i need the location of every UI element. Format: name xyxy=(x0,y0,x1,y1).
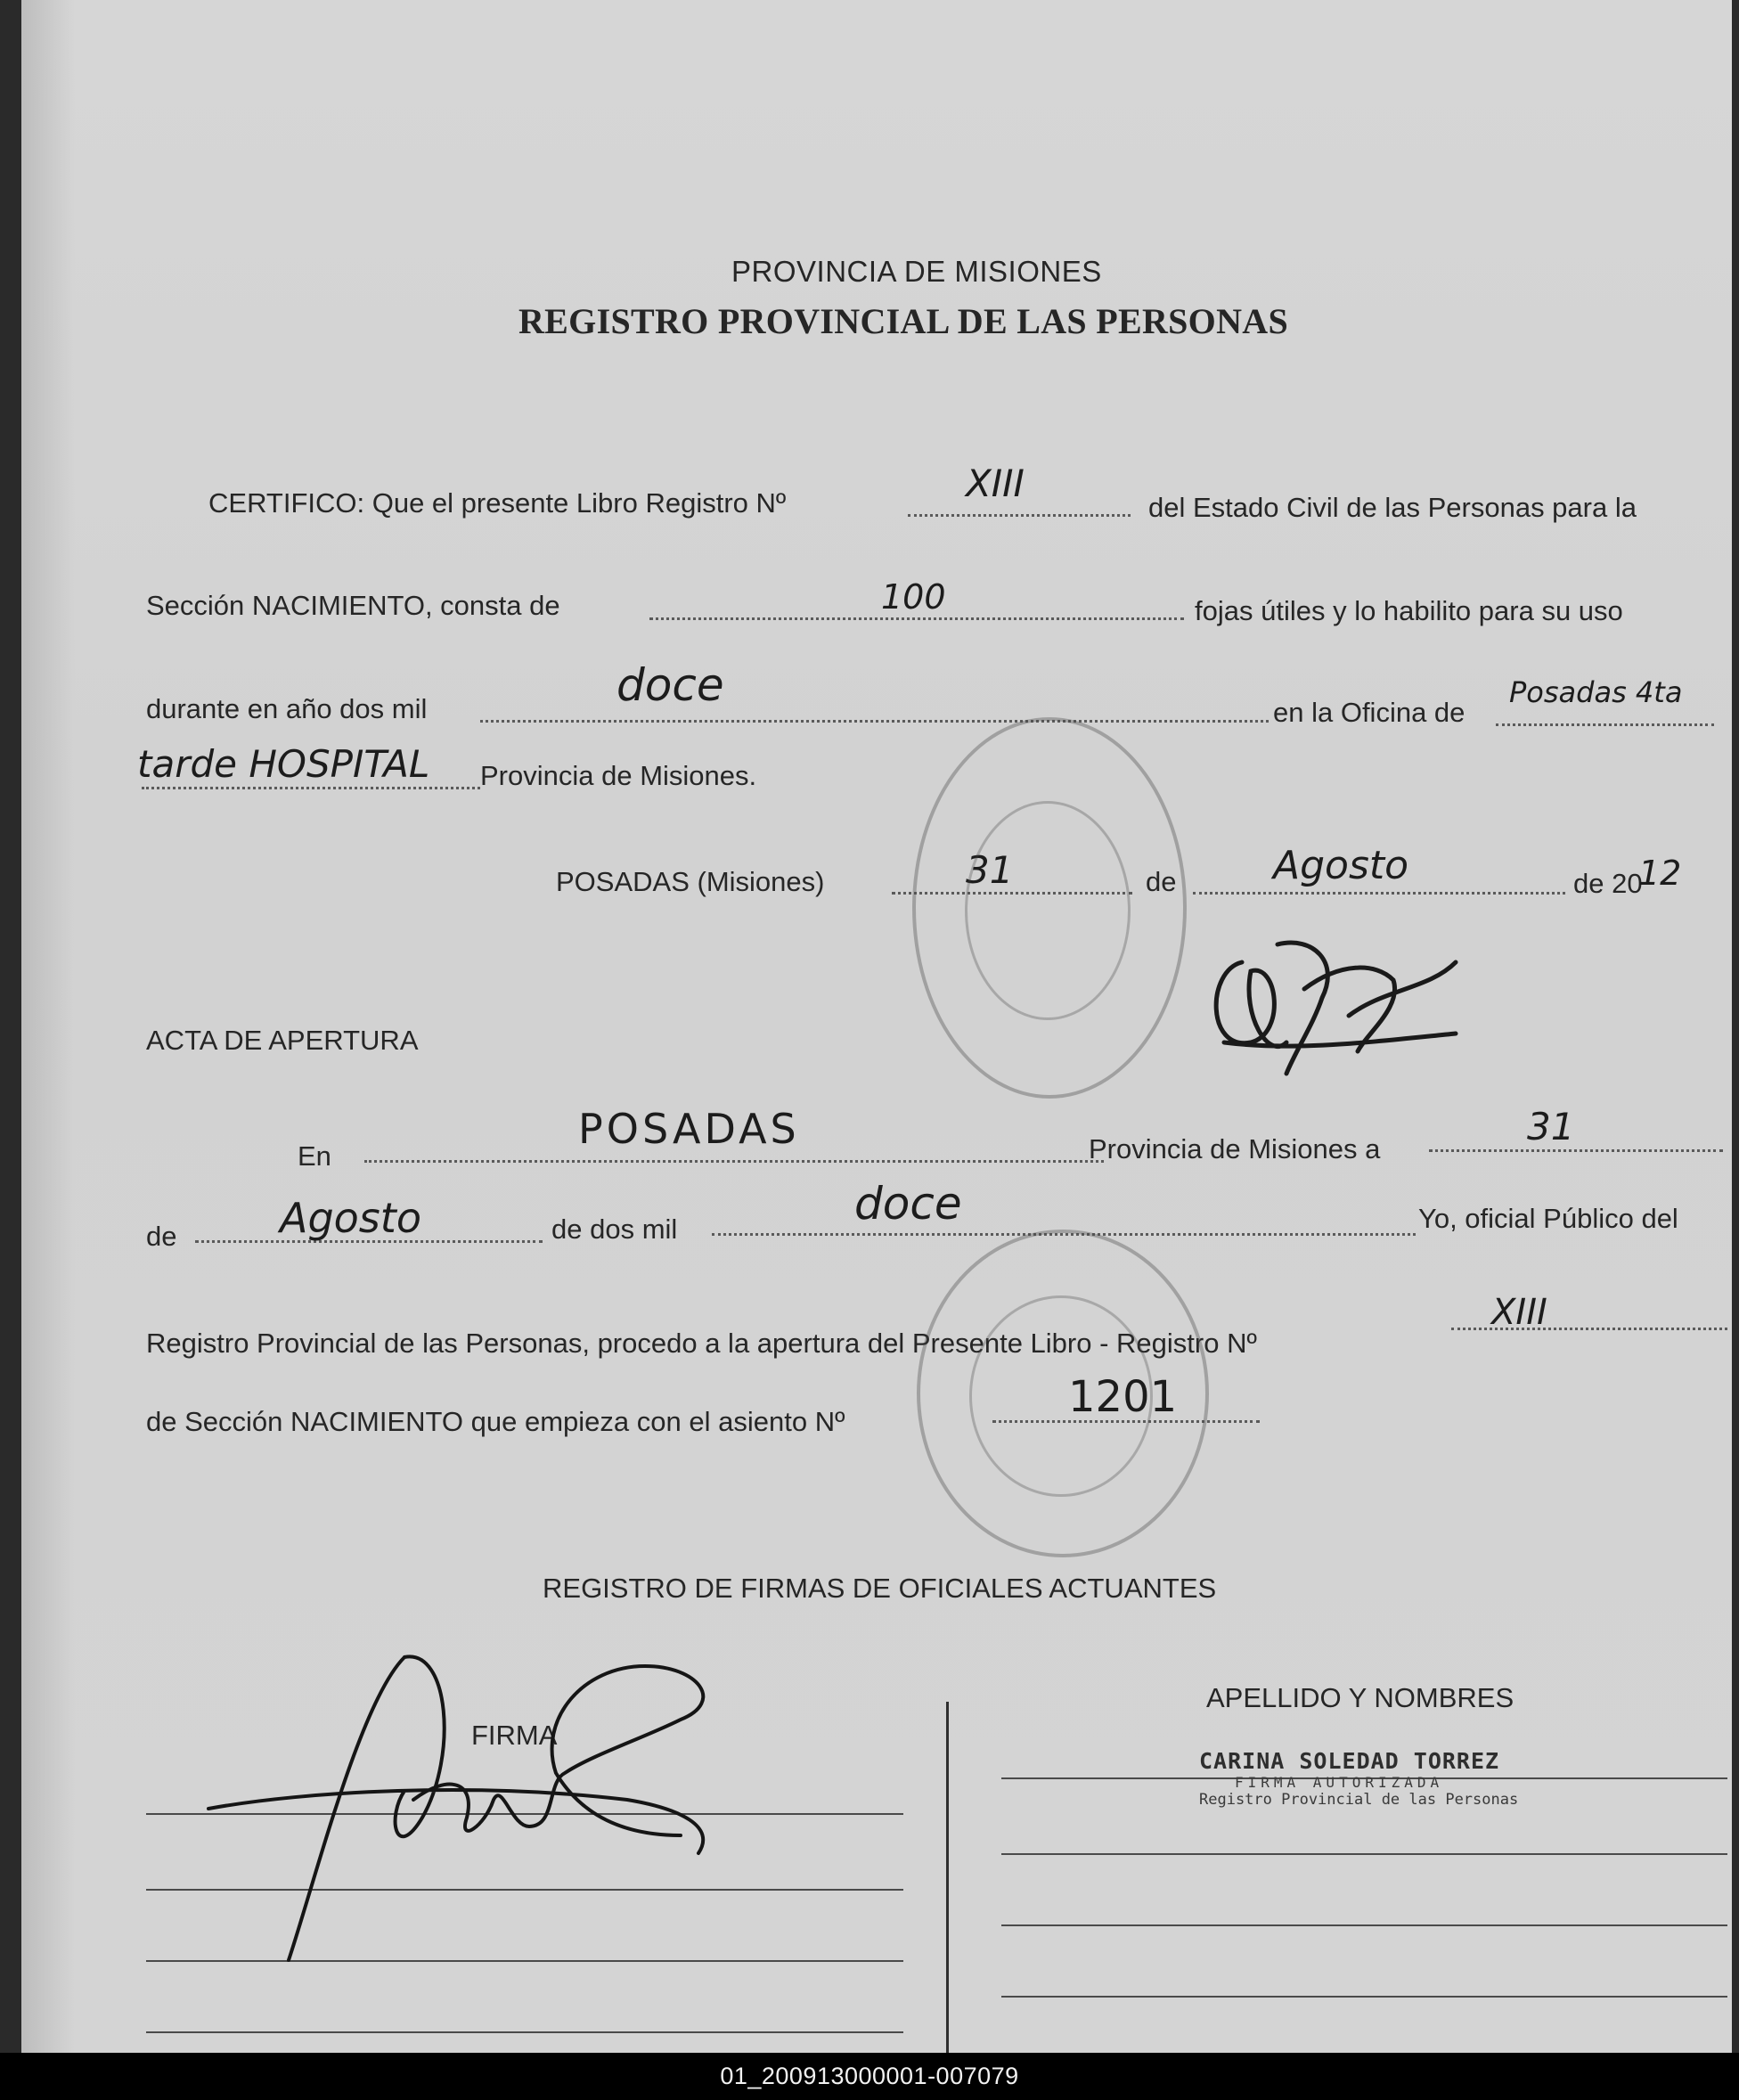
year-dots xyxy=(480,720,1269,723)
year-word-handwritten: doce xyxy=(616,659,724,711)
province-heading: PROVINCIA DE MISIONES xyxy=(731,255,1102,288)
book-number-dots xyxy=(908,514,1131,517)
place-label: POSADAS (Misiones) xyxy=(556,866,825,897)
book-number-handwritten: XIII xyxy=(966,462,1025,505)
acta-title: ACTA DE APERTURA xyxy=(146,1025,419,1056)
names-label: APELLIDO Y NOMBRES xyxy=(1206,1682,1514,1713)
cert-month-dots xyxy=(1193,892,1565,895)
acta-day-handwritten: 31 xyxy=(1527,1105,1575,1148)
cert-day-handwritten: 31 xyxy=(966,848,1014,892)
acta-month-handwritten: Agosto xyxy=(280,1194,421,1242)
cert-line4: Provincia de Misiones. xyxy=(480,760,757,791)
cert-month-handwritten: Agosto xyxy=(1273,843,1409,888)
office-handwritten-line2: tarde HOSPITAL xyxy=(137,742,430,786)
official-seal-upper xyxy=(912,717,1187,1099)
acta-oficial-label: Yo, oficial Público del xyxy=(1418,1203,1678,1234)
registry-heading: REGISTRO PROVINCIAL DE LAS PERSONAS xyxy=(518,301,1289,341)
acta-en-label: En xyxy=(298,1140,331,1172)
official-seal-lower xyxy=(917,1230,1209,1557)
acta-city-dots xyxy=(364,1160,1104,1163)
cert-line2-start: Sección NACIMIENTO, consta de xyxy=(146,590,560,621)
official-role: FIRMA AUTORIZADA xyxy=(1235,1774,1444,1791)
official-name-stamp xyxy=(1199,1748,1518,1809)
document-page xyxy=(21,0,1732,2053)
page-edge-shadow xyxy=(21,0,75,2053)
firma-label: FIRMA xyxy=(471,1720,558,1751)
office-dots xyxy=(1496,723,1714,726)
office-line2-dots xyxy=(142,787,480,789)
acta-entry-handwritten: 1201 xyxy=(1068,1372,1178,1422)
document-id: 01_200913000001-007079 xyxy=(720,2063,1019,2089)
cert-line1-end: del Estado Civil de las Personas para la xyxy=(1148,492,1637,523)
names-line-3 xyxy=(1001,1924,1727,1926)
document-id-bar xyxy=(0,2053,1739,2100)
cert-line3-start: durante en año dos mil xyxy=(146,693,428,724)
official-name: CARINA SOLEDAD TORREZ xyxy=(1199,1748,1500,1774)
certificate-signature xyxy=(1188,909,1491,1087)
acta-year-word-handwritten: doce xyxy=(854,1178,962,1230)
official-signature xyxy=(182,1648,734,1969)
acta-dos-mil-label: de dos mil xyxy=(551,1213,678,1245)
cert-de-label: de xyxy=(1146,866,1177,897)
official-org: Registro Provincial de las Personas xyxy=(1199,1791,1519,1809)
names-line-2 xyxy=(1001,1853,1727,1855)
acta-line4: de Sección NACIMIENTO que empieza con el asiento Nº xyxy=(146,1406,845,1437)
acta-line3: Registro Provincial de las Personas, procedo a la apertura del Presente Libro - Registro Nº xyxy=(146,1328,1257,1359)
acta-de-label: de xyxy=(146,1221,177,1252)
folios-handwritten: 100 xyxy=(881,577,946,617)
acta-city-handwritten: POSADAS xyxy=(578,1105,800,1153)
acta-province-label: Provincia de Misiones a xyxy=(1089,1133,1381,1164)
signatures-divider xyxy=(946,1702,949,2053)
names-line-4 xyxy=(1001,1996,1727,1998)
acta-day-dots xyxy=(1429,1149,1723,1152)
acta-book-number-handwritten: XIII xyxy=(1491,1292,1547,1333)
cert-line3-office-label: en la Oficina de xyxy=(1273,697,1465,728)
cert-year-suffix-handwritten: 12 xyxy=(1638,854,1682,893)
signatures-title: REGISTRO DE FIRMAS DE OFICIALES ACTUANTES xyxy=(543,1573,1217,1604)
cert-line1-start: CERTIFICO: Que el presente Libro Registro Nº xyxy=(208,487,787,519)
folios-dots xyxy=(649,617,1184,620)
office-handwritten-line1: Posadas 4ta xyxy=(1509,675,1683,709)
cert-year-prefix: de 20 xyxy=(1573,868,1643,899)
cert-line2-end: fojas útiles y lo habilito para su uso xyxy=(1195,595,1623,626)
firma-line-4 xyxy=(146,2031,903,2033)
